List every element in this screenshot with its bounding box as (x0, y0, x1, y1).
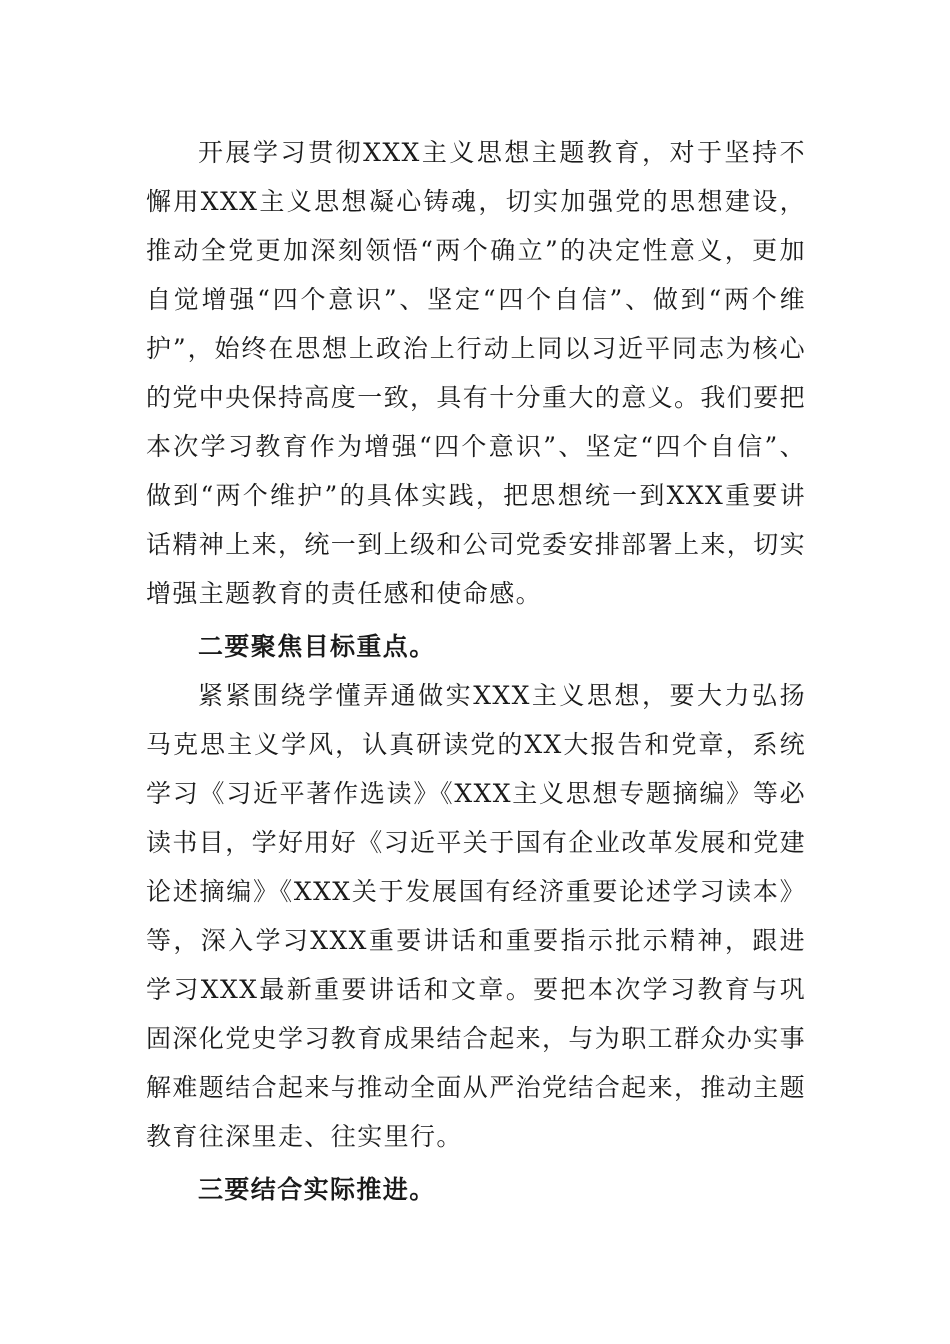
heading-practical-advance: 三要结合实际推进。 (198, 1175, 436, 1204)
document-body (146, 128, 806, 1214)
heading-focus-goals: 二要聚焦目标重点。 (198, 632, 436, 661)
paragraph-focus-goals: 紧紧围绕学懂弄通做实XXX主义思想，要大力弘扬马克思主义学风，认真研读党的XX大报告和党章，系统学习《习近平著作选读》《XXX主义思想专题摘编》等必读书目，学好用好《习近平关于国有企业改革发展和党建论述摘编》《XXX关于发展国有经济重要论述学习读本》等，深入学习XXX重要讲话和重要指示批示精神，跟进学习XXX最新重要讲话和文章。要把本次学习教育与巩固深化党史学习教育成果结合起来，与为职工群众办实事解难题结合起来与推动全面从严治党结合起来，推动主题教育往深里走、往实里行。 (146, 681, 807, 1151)
paragraph-intro: 开展学习贯彻XXX主义思想主题教育，对于坚持不懈用XXX主义思想凝心铸魂，切实加强党的思想建设，推动全党更加深刻领悟“两个确立”的决定性意义，更加自觉增强“四个意识”、坚定“四个自信”、做到“两个维护”，始终在思想上政治上行动上同以习近平同志为核心的党中央保持高度一致，具有十分重大的意义。我们要把本次学习教育作为增强“四个意识”、坚定“四个自信”、做到“两个维护”的具体实践，把思想统一到XXX重要讲话精神上来，统一到上级和公司党委安排部署上来，切实增强主题教育的责任感和使命感。 (146, 138, 807, 608)
